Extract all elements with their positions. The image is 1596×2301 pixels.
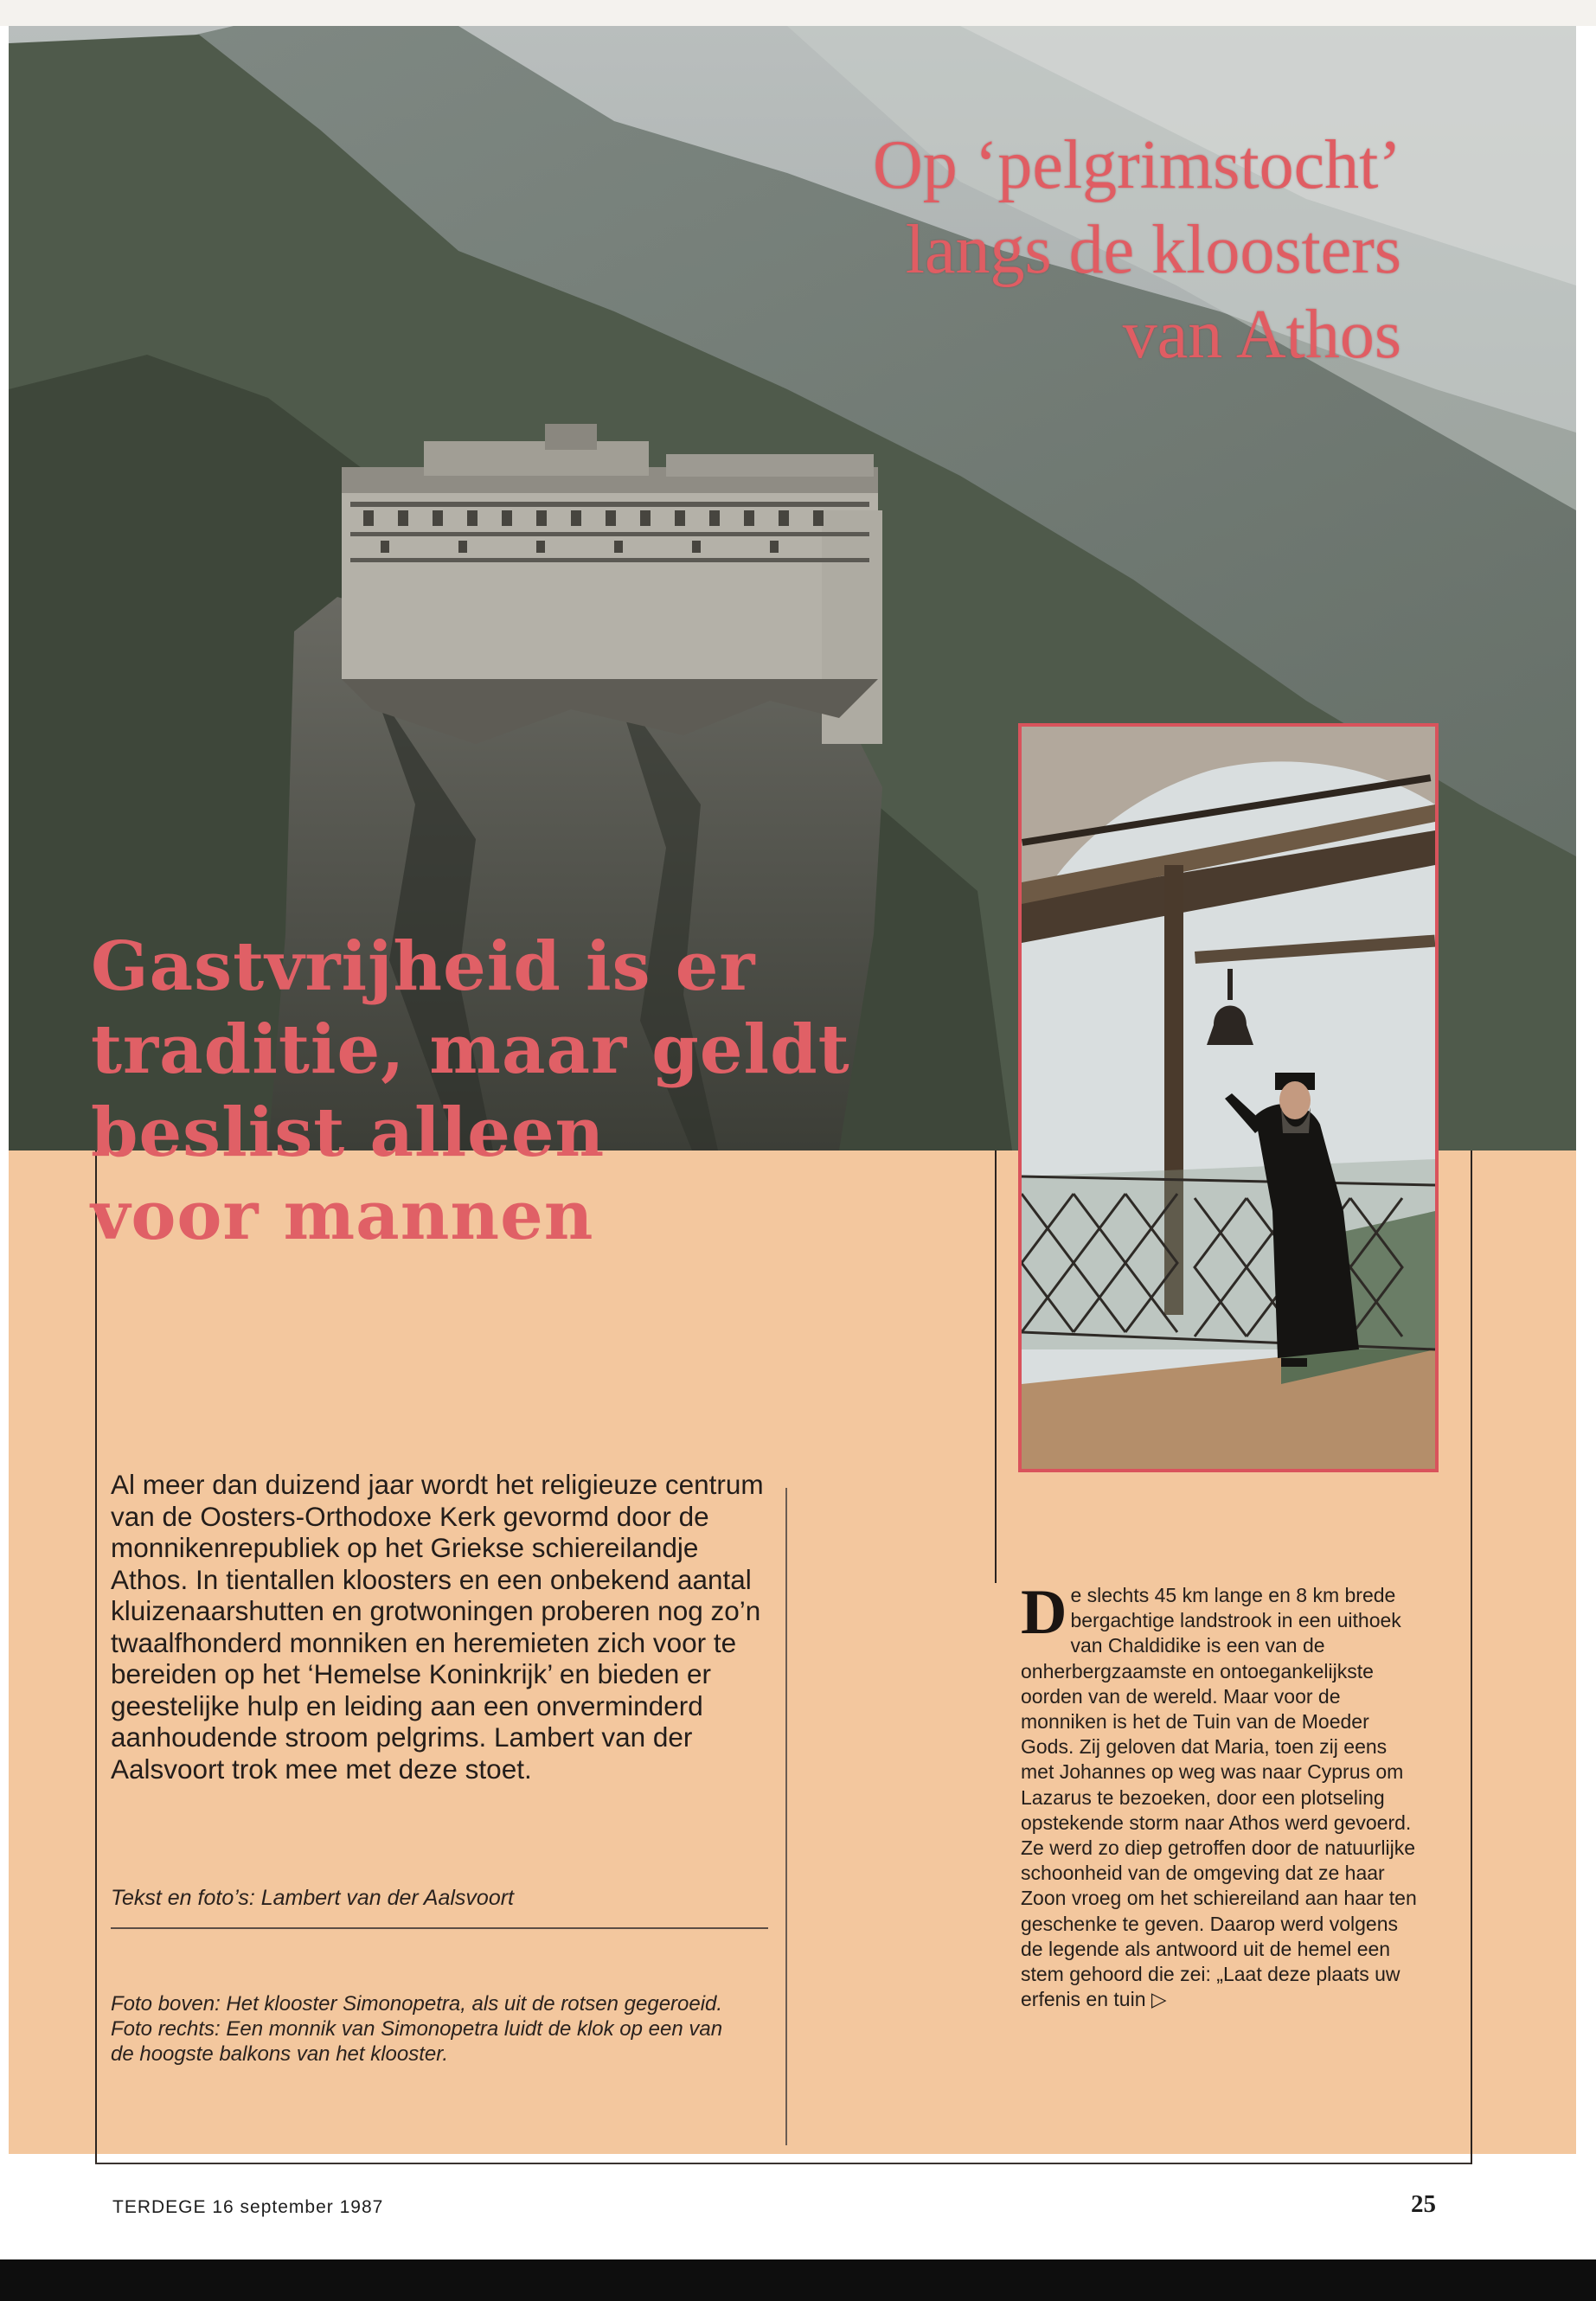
frame-right-rule — [1471, 1150, 1472, 2164]
publication-info: TERDEGE 16 september 1987 — [112, 2197, 384, 2217]
article-body-text — [1021, 1577, 1420, 2012]
article-headline — [91, 926, 850, 1258]
headline-line-3: beslist alleen — [91, 1093, 606, 1172]
title-line-1: Op ‘pelgrimstocht’ — [873, 127, 1401, 203]
page-number: 25 — [1411, 2190, 1436, 2218]
article-title — [528, 123, 1401, 377]
scan-bottom-edge — [0, 2259, 1596, 2301]
article-credit: Tekst en foto’s: Lambert van der Aalsvoort — [111, 1886, 514, 1910]
frame-photo-rule — [995, 1150, 997, 1583]
title-line-3: van Athos — [1122, 297, 1401, 373]
headline-line-2: traditie, maar geldt — [91, 1010, 850, 1089]
title-line-2: langs de kloosters — [905, 212, 1401, 288]
article-intro: Al meer dan duizend jaar wordt het religieuze centrum van de Oosters-Orthodoxe Kerk gevormd door de monnikenrepubliek op het Griekse schiereilandje Athos. In tientallen kloosters en een onbekend aantal kluizenaarshutten en grotwoningen proberen nog zo’n twaalfhonderd monniken en heremieten zich voor te bereiden op het ‘Hemelse Koninkrijk’ en bieden er geestelijke hulp en leiding aan een onverminderd aanhoudende stroom pelgrims. Lambert van der Aalsvoort trok mee met deze stoet. — [111, 1469, 764, 1785]
magazine-page — [9, 26, 1576, 2258]
drop-cap: D — [1021, 1577, 1067, 1648]
headline-line-1: Gastvrijheid is er — [91, 927, 756, 1006]
credit-rule — [111, 1927, 768, 1929]
frame-left-rule — [95, 1150, 97, 2164]
body-paragraph: e slechts 45 km lange en 8 km brede bergachtige landstrook in een uithoek van Chaldidike is een van de onherbergzaamste en ontoegankelijkste oorden van de wereld. Maar voor de monniken is het de Tuin van de Moeder Gods. Zij geloven dat Maria, toen zij eens met Johannes op weg was naar Cyprus om Lazarus te bezoeken, door een plotseling opstekende storm naar Athos werd gevoerd. Ze werd zo diep getroffen door de natuurlijke schoonheid van de omgeving dat ze haar Zoon vroeg om het schiereiland aan haar ten geschenke te geven. Daarop werd volgens de legende als antwoord uit de hemel een stem gehoord die zei: „Laat deze plaats uw erfenis en tuin ▷ — [1021, 1584, 1417, 2011]
footer-rule — [95, 2163, 1471, 2164]
photo-caption: Foto boven: Het klooster Simonopetra, als uit de rotsen gegeroeid. Foto rechts: Een monnik van Simonopetra luidt de klok op een van de hoogste balkons van het klooster. — [111, 1992, 723, 2066]
inset-photo-monk-bell — [1018, 723, 1439, 1472]
headline-line-4: voor mannen — [91, 1176, 594, 1255]
inset-photo-illustration — [1022, 727, 1435, 1469]
page-top-edge — [0, 0, 1596, 26]
column-rule — [785, 1488, 787, 2145]
